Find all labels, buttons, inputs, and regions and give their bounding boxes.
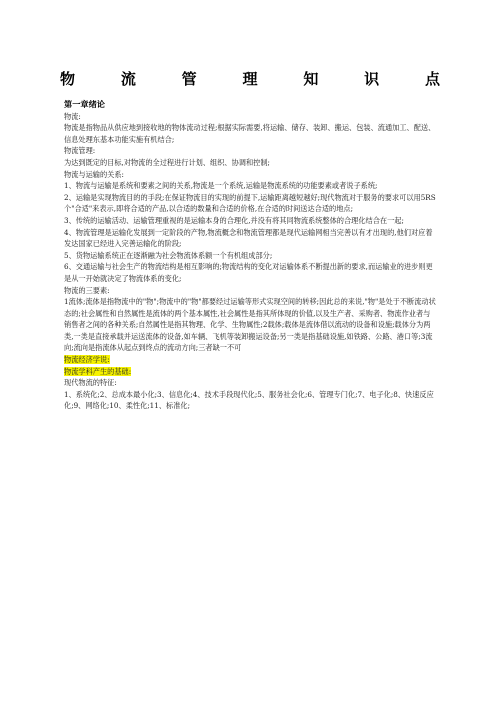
paragraph: 1流体;流体是指物流中的"物";物流中的"物"都要经过运输等形式实现空间的转移;因此总的来说,"物"是处于不断流动状态的;社会属性和自然属性是流体的两个基本属性,社会属性是指其所体现的价值,以及生产者、采购者、物流作业者与销售者之间的各种关系;自然属性是指其物理、化学、生物属性;2载体;载体是流体借以流动的设备和设施;载体分为两类,一类是直接承载并运送流体的设备,如车辆、飞机等装卸搬运设备;另一类是指基础设施,如铁路、公路、港口等;3流向;流向是指流体从起点到终点的流动方向;三者缺一不可 xyxy=(64,297,436,353)
title-char: 识 xyxy=(364,70,380,88)
title-char: 流 xyxy=(120,70,136,88)
title-char: 知 xyxy=(303,70,319,88)
paragraph: 物流与运输的关系: xyxy=(64,169,124,179)
paragraph: 6、交通运输与社会生产的物流结构是相互影响的;物流结构的变化对运输体系不断提出新的要求,而运输业的进步则更是从一开始就决定了物流体系的变化; xyxy=(64,262,433,283)
paragraph: 4、物流管理是运输化发展到一定阶段的产物,物流概念和物流管理都是现代运输网相当完善以有才出现的,他们对应着发达国家已经进入完善运输化的阶段; xyxy=(64,227,433,249)
document-title xyxy=(60,68,440,89)
highlighted-text: 物流学科产生的基础: xyxy=(64,366,132,376)
paragraph: 1、物流与运输是系统和要素之间的关系,物流是一个系统,运输是物流系统的功能要素或者说子系统; xyxy=(64,181,378,191)
paragraph: 物流管理: xyxy=(64,146,96,156)
paragraph: 3、传统的运输活动、运输管理重视的是运输本身的合理化,并没有将其同物流系统整体的合理化结合在一起; xyxy=(64,215,404,225)
highlighted-paragraph xyxy=(64,354,436,366)
title-char: 管 xyxy=(181,70,197,88)
paragraph: 现代物流的特征: xyxy=(64,378,117,388)
paragraph: 物流的三要素: xyxy=(64,285,110,295)
paragraph: 为达到既定的目标,对物流的全过程进行计划、组织、协调和控制; xyxy=(64,157,270,167)
highlighted-paragraph xyxy=(64,366,436,378)
highlighted-text: 物流经济学说: xyxy=(64,355,110,365)
title-char: 点 xyxy=(424,70,440,88)
title-char: 物 xyxy=(60,70,76,88)
title-char: 理 xyxy=(242,70,258,88)
paragraph: 1、系统化;2、总成本最小化;3、信息化;4、技术手段现代化;5、服务社会化;6、管理专门化;7、电子化;8、快速反应化;9、网络化;10、柔性化;11、标准化; xyxy=(64,389,434,411)
paragraph: 物流是指物品从供应地到接收地的物体流动过程;根据实际需要,将运输、储存、装卸、搬运、包装、流通加工、配送、信息处理东基本功能实施有机结合; xyxy=(64,123,436,144)
paragraph: 物流: xyxy=(64,111,81,121)
paragraph: 5、货物运输系统正在逐渐融为社会物流体系额一个有机组成部分; xyxy=(64,250,273,260)
document-body xyxy=(64,99,436,412)
paragraph: 2、运输是实现物流目的的手段;在保证物流目的实现的前提下,运输距离越短越好;现代物流对于服务的要求可以用5RS个"合适"来表示,即将合适的产品,以合适的数量和合适的价格,在合适的时间送达合适的地点; xyxy=(64,192,436,214)
chapter-heading: 第一章绪论 xyxy=(64,99,105,109)
